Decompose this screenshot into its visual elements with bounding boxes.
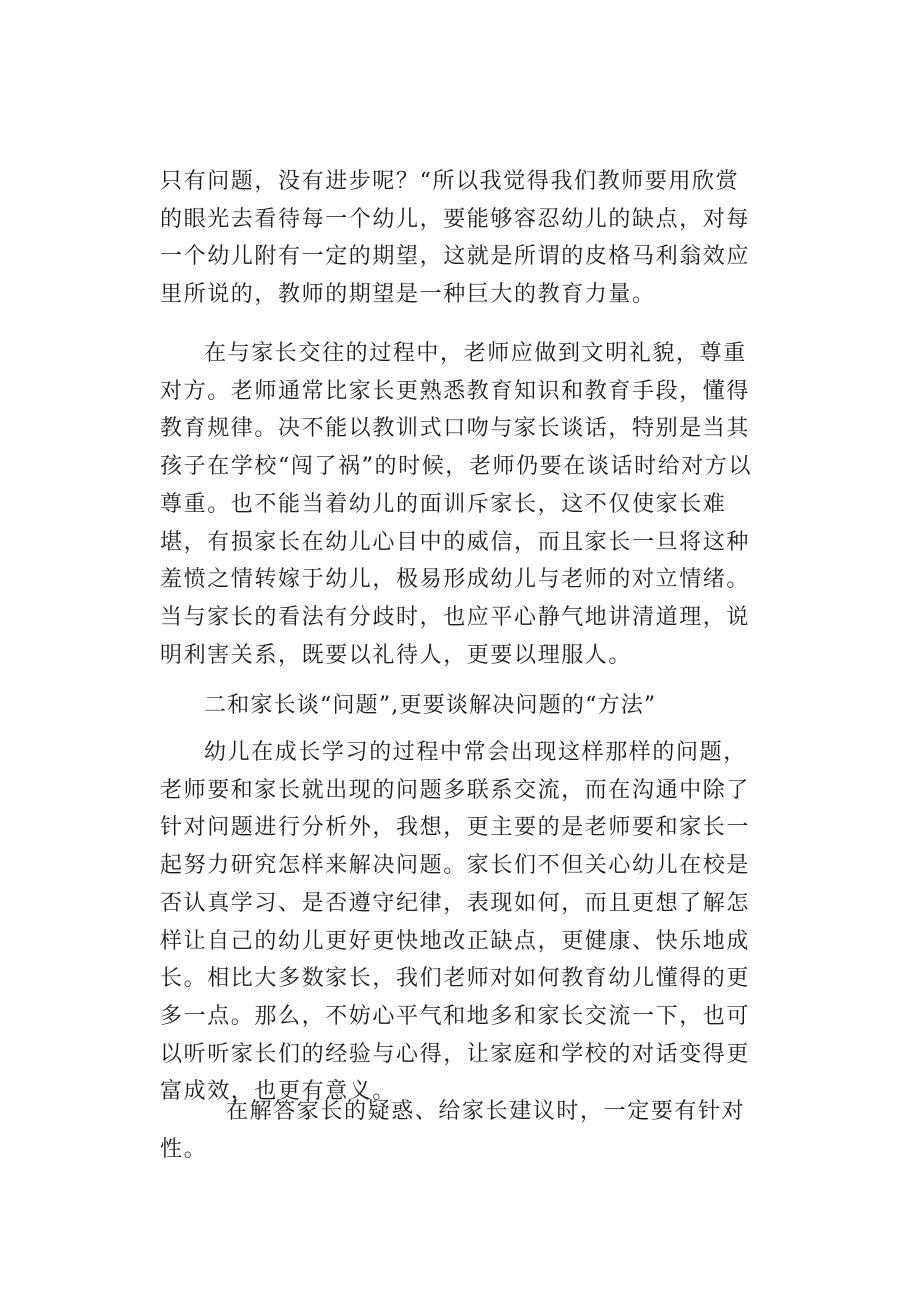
paragraph-respect-parents: 在与家长交往的过程中，老师应做到文明礼貌，尊重对方。老师通常比家长更熟悉教育知识和教育手段，懂得教育规律。决不能以教训式口吻与家长谈话，特别是当其孩子在学校“闯了祸”的时候，老师仍要在谈话时给对方以尊重。也不能当着幼儿的面训斥家长，这不仅使家长难堪，有损家长在幼儿心目中的威信，而且家长一旦将这种羞愤之情转嫁于幼儿，极易形成幼儿与老师的对立情绪。当与家长的看法有分歧时，也应平心静气地讲清道理，说明利害关系，既要以礼待人，更要以理服人。 (160, 341, 753, 668)
section-heading-methods: 二和家长谈“问题”,更要谈解决问题的“方法” (204, 693, 657, 718)
paragraph-appreciation: 只有问题，没有进步呢？“所以我觉得我们教师要用欣赏的眼光去看待每一个幼儿，要能够容忍幼儿的缺点，对每一个幼儿附有一定的期望，这就是所谓的皮格马利翁效应里所说的，教师的期望是一种巨大的教育力量。 (160, 169, 751, 308)
paragraph-solving-problems: 幼儿在成长学习的过程中常会出现这样那样的问题，老师要和家长就出现的问题多联系交流，而在沟通中除了针对问题进行分析外，我想，更主要的是老师要和家长一起努力研究怎样来解决问题。家长们不但关心幼儿在校是否认真学习、是否遵守纪律，表现如何，而且更想了解怎样让自己的幼儿更好更快地改正缺点，更健康、快乐地成长。相比大多数家长，我们老师对如何教育幼儿懂得的更多一点。那么，不妨心平气和地多和家长交流一下，也可以听听家长们的经验与心得，让家庭和学校的对话变得更富成效，也更有意义。 (160, 740, 751, 1105)
paragraph-targeted-advice: 在解答家长的疑惑、给家长建议时，一定要有针对性。 (160, 1099, 746, 1162)
